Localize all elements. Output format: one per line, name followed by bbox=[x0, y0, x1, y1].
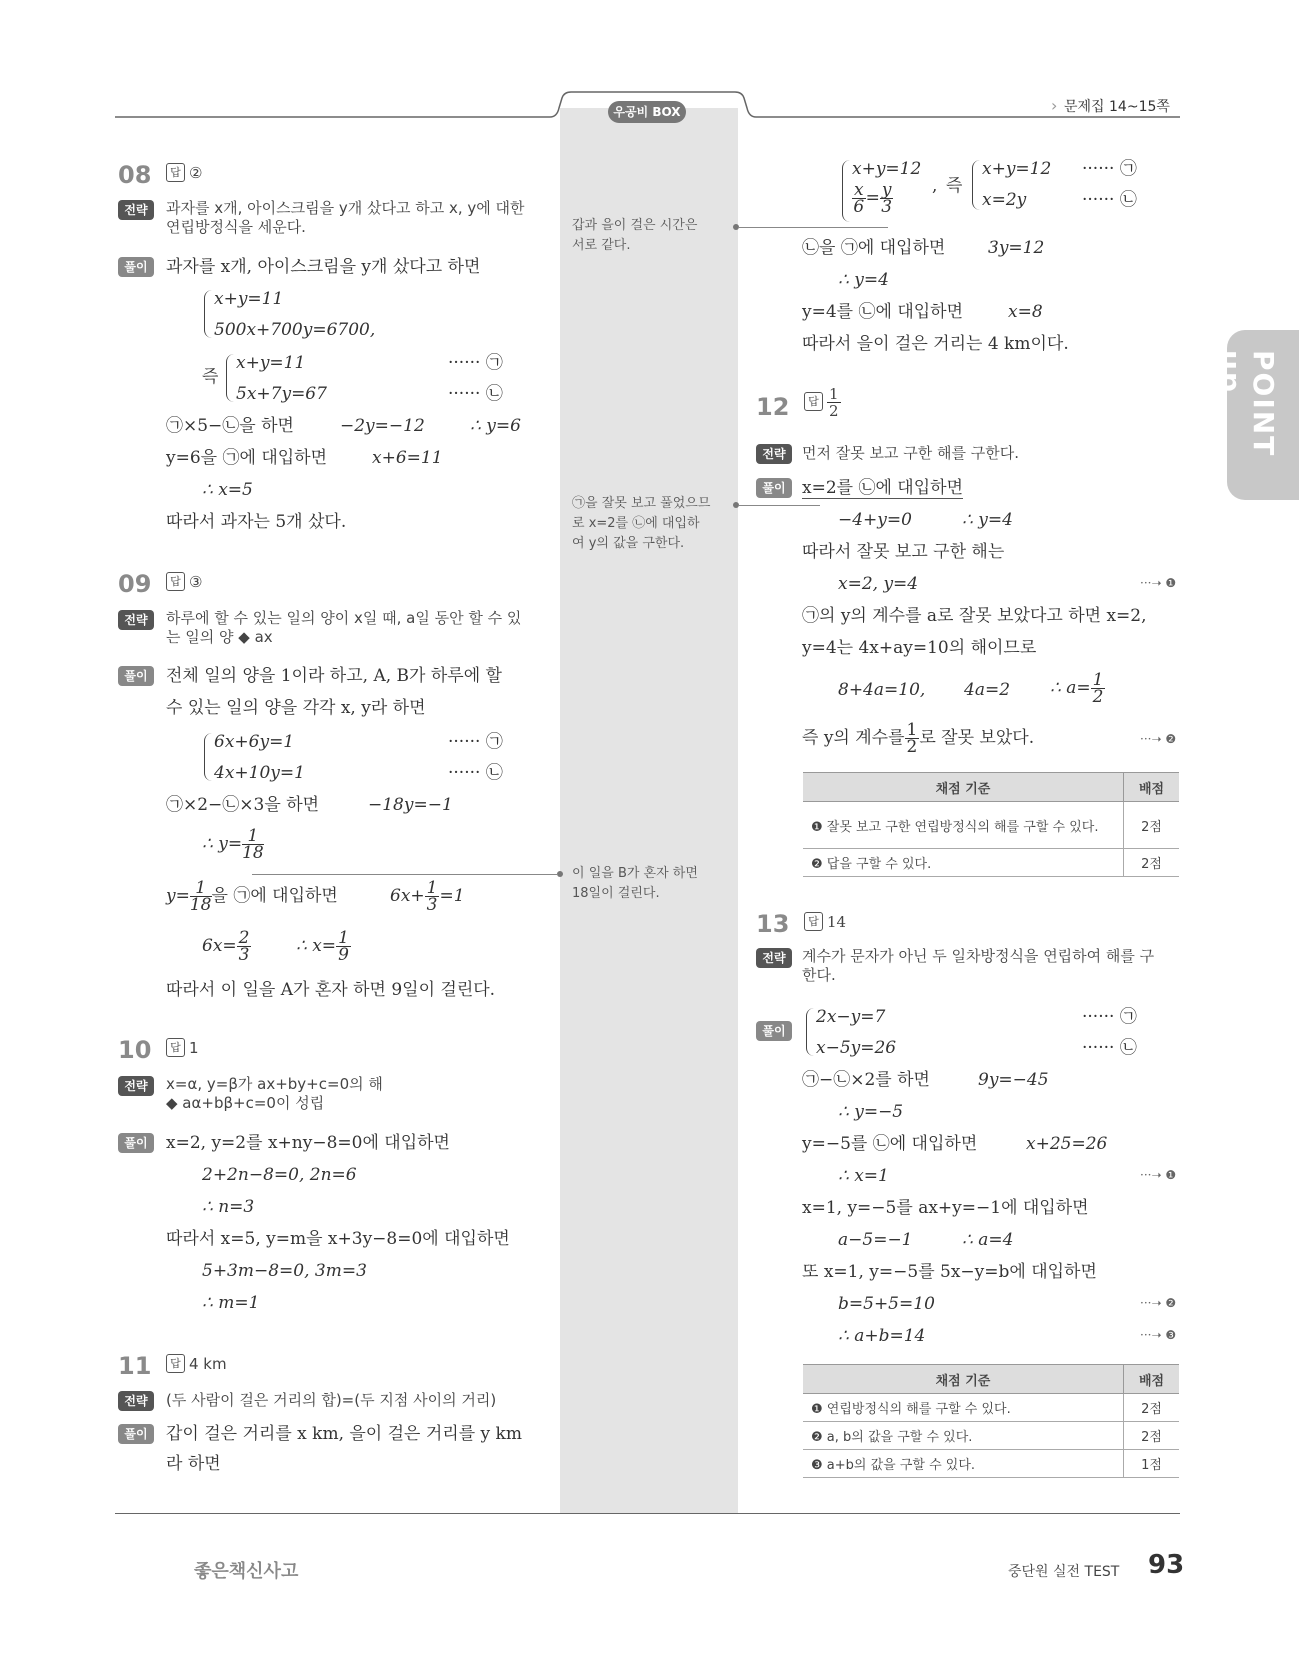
footer-rule bbox=[115, 1513, 1180, 1514]
solution-line: ∴ n=3 bbox=[202, 1197, 255, 1217]
solution-badge: 풀이 bbox=[756, 1021, 792, 1041]
chevron-right-icon: › bbox=[1051, 96, 1058, 115]
solution-line: 2+2n−8=0, 2n=6 bbox=[202, 1165, 357, 1185]
solution-line: 4a=2 bbox=[964, 680, 1011, 700]
page-number: 93 bbox=[1148, 1550, 1185, 1580]
solution-line: 9y=−45 bbox=[978, 1070, 1049, 1090]
solution-line: x=2를 ㉡에 대입하면 bbox=[802, 478, 963, 498]
solution-line: 라 하면 bbox=[166, 1454, 221, 1474]
problem-number: 11 bbox=[118, 1352, 152, 1380]
equation: x+y=11 bbox=[214, 289, 284, 309]
solution-line: 5+3m−8=0, 3m=3 bbox=[202, 1261, 367, 1281]
answer: 답 $\frac{1}{2}$ bbox=[804, 386, 841, 419]
system-brace bbox=[842, 160, 851, 222]
table-row: ❶ 연립방정식의 해를 구할 수 있다. 2점 bbox=[803, 1394, 1179, 1422]
equation: x−5y=26 bbox=[816, 1038, 897, 1058]
equation-tag: ······ ㉡ bbox=[448, 763, 503, 783]
solution-line: ∴ y=6 bbox=[470, 416, 521, 436]
solution-line: ∴ m=1 bbox=[202, 1293, 260, 1313]
strategy-text: x=α, y=β가 ax+by+c=0의 해 ◆ aα+bβ+c=0이 성립 bbox=[166, 1075, 383, 1112]
step-marker: ···➝ ❸ bbox=[1140, 1328, 1177, 1342]
problem-number: 09 bbox=[118, 570, 152, 598]
publisher-logo: 좋은책신사고 bbox=[194, 1561, 299, 1582]
solution-line: ∴ x=1 bbox=[838, 1166, 889, 1186]
box-label: 우공비 BOX bbox=[608, 101, 686, 123]
table-header: 배점 bbox=[1124, 1365, 1180, 1394]
step-marker: ···➝ ❷ bbox=[1140, 732, 1177, 746]
problem-number: 12 bbox=[756, 393, 790, 421]
solution-line: −2y=−12 bbox=[340, 416, 425, 436]
solution-line: y=4는 4x+ay=10의 해이므로 bbox=[802, 638, 1037, 658]
equation: x+y=12 bbox=[982, 159, 1052, 179]
equation-tag: ······ ㉡ bbox=[1082, 190, 1137, 210]
equation: 2x−y=7 bbox=[816, 1007, 886, 1027]
solution-line: 따라서 을이 걸은 거리는 4 km이다. bbox=[802, 334, 1069, 354]
strategy-text: 계수가 문자가 아닌 두 일차방정식을 연립하여 해를 구 한다. bbox=[802, 947, 1155, 984]
solution-line: 또 x=1, y=−5를 5x−y=b에 대입하면 bbox=[802, 1262, 1097, 1282]
equation-tag: ······ ㉠ bbox=[448, 732, 503, 752]
jeuk-label: 즉 bbox=[946, 176, 963, 196]
answer-icon: 답 bbox=[804, 912, 823, 931]
solution-line: ㉠의 y의 계수를 a로 잘못 보았다고 하면 x=2, bbox=[802, 606, 1147, 626]
equation-tag: ······ ㉠ bbox=[1082, 1007, 1137, 1027]
step-marker: ···➝ ❷ bbox=[1140, 1296, 1177, 1310]
solution-line: 과자를 x개, 아이스크림을 y개 샀다고 하면 bbox=[166, 257, 481, 277]
side-tab-label: POINT up bbox=[1214, 350, 1280, 458]
score-table bbox=[803, 772, 1179, 877]
solution-badge: 풀이 bbox=[118, 1424, 154, 1444]
solution-line: 즉 y의 계수를 $\frac{1}{2}$ 로 잘못 보았다. bbox=[802, 720, 1035, 757]
solution-line: 3y=12 bbox=[988, 238, 1045, 258]
solution-badge: 풀이 bbox=[118, 666, 154, 686]
solution-line: 6x= $\frac{2}{3}$ bbox=[202, 928, 250, 965]
strategy-text: 먼저 잘못 보고 구한 해를 구한다. bbox=[802, 444, 1019, 462]
answer: 답 14 bbox=[804, 912, 846, 931]
solution-line: ∴ y=−5 bbox=[838, 1102, 904, 1122]
system-brace bbox=[806, 1008, 815, 1056]
solution-line: 8+4a=10, bbox=[838, 680, 926, 700]
solution-line: −18y=−1 bbox=[368, 795, 453, 815]
table-header: 배점 bbox=[1124, 773, 1180, 802]
solution-line: 따라서 과자는 5개 샀다. bbox=[166, 512, 347, 532]
solution-line: −4+y=0 bbox=[838, 510, 912, 530]
connector-line bbox=[738, 227, 888, 228]
strategy-text: (두 사람이 걸은 거리의 합)=(두 지점 사이의 거리) bbox=[166, 1391, 497, 1409]
step-marker: ···➝ ❶ bbox=[1140, 576, 1177, 590]
solution-line: 따라서 x=5, y=m을 x+3y−8=0에 대입하면 bbox=[166, 1229, 510, 1249]
solution-line: x+6=11 bbox=[372, 448, 443, 468]
equation-tag: ······ ㉡ bbox=[448, 384, 503, 404]
problem-number: 10 bbox=[118, 1036, 152, 1064]
table-row: ❷ 답을 구할 수 있다. 2점 bbox=[803, 849, 1179, 877]
box-note: 갑과 을이 걸은 시간은 서로 같다. bbox=[572, 218, 698, 253]
solution-line: ∴ a= $\frac{1}{2}$ bbox=[1050, 670, 1104, 707]
solution-line: ∴ a+b=14 bbox=[838, 1326, 926, 1346]
solution-line: 갑이 걸은 거리를 x km, 을이 걸은 거리를 y km bbox=[166, 1424, 522, 1444]
jeuk-label: 즉 bbox=[202, 367, 219, 387]
comma: , bbox=[932, 176, 938, 196]
score-table bbox=[803, 1364, 1179, 1478]
solution-line: y= $\frac{1}{18}$ 을 ㉠에 대입하면 bbox=[166, 878, 338, 915]
solution-line: x+25=26 bbox=[1026, 1134, 1108, 1154]
solution-line: ㉡을 ㉠에 대입하면 bbox=[802, 238, 946, 258]
equation-tag: ······ ㉡ bbox=[1082, 1038, 1137, 1058]
system-brace bbox=[204, 290, 213, 338]
table-header: 채점 기준 bbox=[803, 1365, 1124, 1394]
equation: x+y=12 bbox=[852, 159, 922, 179]
section-title: 중단원 실전 TEST bbox=[1008, 1564, 1120, 1580]
solution-line: y=4를 ㉡에 대입하면 bbox=[802, 302, 964, 322]
solution-line: ∴ y= $\frac{1}{18}$ bbox=[202, 826, 264, 863]
equation: 4x+10y=1 bbox=[214, 763, 305, 783]
connector-line bbox=[738, 505, 820, 506]
solution-line: 따라서 잘못 보고 구한 해는 bbox=[802, 542, 1005, 562]
step-marker: ···➝ ❶ bbox=[1140, 1168, 1177, 1182]
solution-badge: 풀이 bbox=[118, 257, 154, 277]
answer-icon: 답 bbox=[166, 1038, 185, 1057]
equation: x+y=11 bbox=[236, 353, 306, 373]
box-note: 이 일을 B가 혼자 하면 18일이 걸린다. bbox=[572, 866, 698, 901]
solution-line: x=1, y=−5를 ax+y=−1에 대입하면 bbox=[802, 1198, 1089, 1218]
answer-icon: 답 bbox=[166, 163, 185, 182]
solution-line: ∴ x=5 bbox=[202, 480, 253, 500]
solution-line: 전체 일의 양을 1이라 하고, A, B가 하루에 할 bbox=[166, 666, 502, 686]
equation: 6x+6y=1 bbox=[214, 732, 295, 752]
strategy-badge: 전략 bbox=[118, 610, 154, 630]
solution-line: b=5+5=10 bbox=[838, 1294, 935, 1314]
solution-line: ∴ a=4 bbox=[962, 1230, 1014, 1250]
equation-tag: ······ ㉠ bbox=[1082, 159, 1137, 179]
box-note: ㉠을 잘못 보고 풀었으므 로 x=2를 ㉡에 대입하 여 y의 값을 구한다. bbox=[572, 496, 711, 551]
strategy-badge: 전략 bbox=[118, 1391, 154, 1411]
solution-line: a−5=−1 bbox=[838, 1230, 913, 1250]
solution-line: y=6을 ㉠에 대입하면 bbox=[166, 448, 328, 468]
solution-line: x=2, y=4 bbox=[838, 574, 919, 594]
equation: 500x+700y=6700, bbox=[214, 320, 376, 340]
system-brace bbox=[204, 733, 213, 781]
strategy-text: 하루에 할 수 있는 일의 양이 x일 때, a일 동안 할 수 있 는 일의 양 ◆ ax bbox=[166, 609, 522, 646]
table-row: ❷ a, b의 값을 구할 수 있다. 2점 bbox=[803, 1422, 1179, 1450]
strategy-badge: 전략 bbox=[118, 1076, 154, 1096]
solution-line: x=8 bbox=[1008, 302, 1043, 322]
connector-line bbox=[252, 874, 558, 875]
answer: 답 ② bbox=[166, 163, 202, 182]
solution-line: 따라서 이 일을 A가 혼자 하면 9일이 걸린다. bbox=[166, 980, 496, 1000]
box-column-bg bbox=[560, 108, 738, 1513]
equation: x=2y bbox=[982, 190, 1027, 210]
page-range: 문제집 14~15쪽 bbox=[1064, 99, 1170, 115]
equation-tag: ······ ㉠ bbox=[448, 353, 503, 373]
answer-icon: 답 bbox=[166, 1354, 185, 1373]
solution-line: ㉠×5−㉡을 하면 bbox=[166, 416, 294, 436]
equation: 5x+7y=67 bbox=[236, 384, 327, 404]
solution-line: ∴ x= $\frac{1}{9}$ bbox=[296, 928, 349, 965]
strategy-badge: 전략 bbox=[756, 948, 792, 968]
solution-badge: 풀이 bbox=[118, 1133, 154, 1153]
strategy-badge: 전략 bbox=[756, 444, 792, 464]
table-row: ❶ 잘못 보고 구한 연립방정식의 해를 구할 수 있다. 2점 bbox=[803, 802, 1179, 849]
problem-number: 08 bbox=[118, 161, 152, 189]
solution-badge: 풀이 bbox=[756, 478, 792, 498]
solution-line: x=2, y=2를 x+ny−8=0에 대입하면 bbox=[166, 1133, 450, 1153]
solution-line: ∴ y=4 bbox=[962, 510, 1013, 530]
solution-line: 수 있는 일의 양을 각각 x, y라 하면 bbox=[166, 698, 426, 718]
answer: 답 4 km bbox=[166, 1354, 227, 1373]
equation: $\frac{x}{6}$ = $\frac{y}{3}$ bbox=[853, 180, 893, 217]
answer-icon: 답 bbox=[166, 572, 185, 591]
answer: 답 1 bbox=[166, 1038, 199, 1057]
system-brace bbox=[226, 354, 235, 402]
solution-line: ㉠×2−㉡×3을 하면 bbox=[166, 795, 320, 815]
strategy-text: 과자를 x개, 아이스크림을 y개 샀다고 하고 x, y에 대한 연립방정식을 세운다. bbox=[166, 199, 525, 236]
answer-icon: 답 bbox=[804, 392, 823, 411]
solution-line: 6x+ $\frac{1}{3}$ =1 bbox=[390, 878, 465, 915]
solution-line: ∴ y=4 bbox=[838, 270, 889, 290]
answer: 답 ③ bbox=[166, 572, 202, 591]
problem-number: 13 bbox=[756, 910, 790, 938]
solution-line: y=−5를 ㉡에 대입하면 bbox=[802, 1134, 978, 1154]
table-header: 채점 기준 bbox=[803, 773, 1124, 802]
table-row: ❸ a+b의 값을 구할 수 있다. 1점 bbox=[803, 1450, 1179, 1478]
solution-line: ㉠−㉡×2를 하면 bbox=[802, 1070, 930, 1090]
system-brace bbox=[972, 160, 981, 210]
strategy-badge: 전략 bbox=[118, 200, 154, 220]
